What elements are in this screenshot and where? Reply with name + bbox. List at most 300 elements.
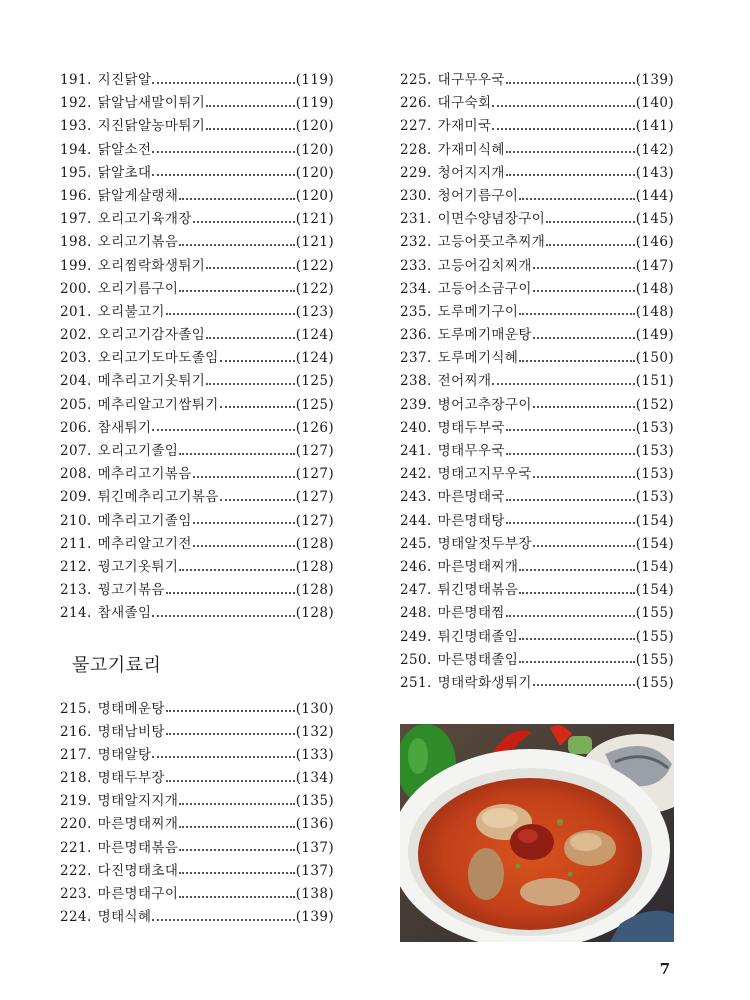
entry-number: 244.: [400, 512, 432, 529]
entry-page: (146): [635, 234, 674, 251]
entry-page: (121): [295, 234, 334, 251]
dot-leader: [179, 849, 294, 851]
entry-page: (155): [635, 674, 674, 691]
entry-page: (150): [635, 350, 674, 367]
toc-entry: [60, 254, 334, 277]
toc-entry: [400, 625, 674, 648]
dot-leader: [506, 615, 635, 617]
toc-entry: [60, 720, 334, 743]
entry-page: (144): [635, 187, 674, 204]
entry-title: 닭알초대: [97, 164, 152, 181]
entry-number: 230.: [400, 187, 432, 204]
entry-title: 명태알지지개: [97, 793, 179, 810]
dot-leader: [519, 360, 634, 362]
entry-page: (120): [295, 164, 334, 181]
entry-title: 메추리고기볶음: [97, 466, 192, 483]
toc-entry: [60, 859, 334, 882]
dot-leader: [533, 406, 635, 408]
toc-entry: [60, 138, 334, 161]
entry-number: 239.: [400, 396, 432, 413]
toc-entry: [400, 277, 674, 300]
dot-leader: [220, 406, 295, 408]
entry-number: 192.: [60, 95, 92, 112]
entry-number: 191.: [60, 72, 92, 88]
toc-entry: [400, 578, 674, 601]
entry-page: (119): [295, 72, 334, 88]
entry-page: (140): [635, 95, 674, 112]
entry-page: (148): [635, 303, 674, 320]
entry-page: (143): [635, 164, 674, 181]
entry-number: 201.: [60, 303, 92, 320]
entry-page: (154): [635, 558, 674, 575]
entry-number: 223.: [60, 886, 92, 902]
entry-number: 211.: [60, 535, 92, 552]
entry-number: 193.: [60, 118, 92, 135]
entry-page: (128): [295, 605, 334, 622]
entry-number: 248.: [400, 605, 432, 622]
entry-title: 청어기름구이: [437, 187, 519, 204]
entry-title: 고등어풋고추찌개: [437, 234, 546, 251]
entry-number: 231.: [400, 211, 432, 228]
entry-title: 마른명태탕: [437, 512, 505, 529]
dot-leader: [152, 756, 294, 758]
section-heading: 물고기료리: [72, 654, 162, 676]
toc-list-right: [400, 68, 674, 694]
toc-list-bottom: [60, 697, 334, 929]
toc-entry: [60, 184, 334, 207]
entry-number: 238.: [400, 373, 432, 390]
entry-page: (149): [635, 327, 674, 344]
entry-title: 도루메기식혜: [437, 350, 519, 367]
dot-leader: [166, 733, 295, 735]
entry-number: 251.: [400, 674, 432, 691]
entry-title: 오리기름구이: [97, 280, 179, 297]
dot-leader: [179, 826, 294, 828]
dot-leader: [179, 872, 294, 874]
entry-page: (139): [295, 909, 334, 926]
entry-page: (154): [635, 512, 674, 529]
dot-leader: [220, 499, 295, 501]
toc-entry: [400, 485, 674, 508]
toc-entry: [60, 207, 334, 230]
dot-leader: [206, 267, 294, 269]
entry-page: (120): [295, 187, 334, 204]
toc-entry: [400, 207, 674, 230]
entry-number: 235.: [400, 303, 432, 320]
entry-page: (121): [295, 211, 334, 228]
entry-number: 245.: [400, 535, 432, 552]
entry-page: (124): [295, 350, 334, 367]
entry-title: 도루메기구이: [437, 303, 519, 320]
entry-number: 198.: [60, 234, 92, 251]
entry-page: (137): [295, 839, 334, 856]
dot-leader: [533, 267, 635, 269]
entry-title: 전어찌개: [437, 373, 492, 390]
entry-title: 가재미식혜: [437, 141, 505, 158]
toc-entry: [60, 277, 334, 300]
entry-title: 참새튀기: [97, 419, 152, 436]
entry-page: (138): [295, 886, 334, 902]
toc-entry: [60, 416, 334, 439]
entry-title: 지진닭알: [97, 72, 152, 88]
toc-entry: [400, 509, 674, 532]
toc-entry: [60, 812, 334, 835]
entry-title: 오리고기육개장: [97, 211, 192, 228]
toc-entry: [400, 416, 674, 439]
entry-number: 200.: [60, 280, 92, 297]
entry-number: 199.: [60, 257, 92, 274]
entry-page: (130): [295, 700, 334, 717]
entry-page: (120): [295, 141, 334, 158]
dot-leader: [506, 429, 635, 431]
dot-leader: [193, 476, 295, 478]
entry-title: 병어고추장구이: [437, 396, 532, 413]
entry-number: 224.: [60, 909, 92, 926]
entry-page: (147): [635, 257, 674, 274]
entry-page: (152): [635, 396, 674, 413]
entry-title: 참새졸임: [97, 605, 152, 622]
page-number: 7: [659, 960, 670, 978]
entry-page: (122): [295, 257, 334, 274]
entry-title: 메추리고기졸임: [97, 512, 192, 529]
entry-number: 228.: [400, 141, 432, 158]
entry-number: 237.: [400, 350, 432, 367]
toc-entry: [60, 485, 334, 508]
dot-leader: [152, 174, 294, 176]
entry-page: (154): [635, 582, 674, 599]
entry-page: (136): [295, 816, 334, 833]
toc-entry: [400, 555, 674, 578]
entry-number: 240.: [400, 419, 432, 436]
entry-title: 고등어김치찌개: [437, 257, 532, 274]
toc-list-top: [60, 68, 334, 625]
dot-leader: [519, 313, 634, 315]
dot-leader: [179, 803, 294, 805]
left-column: [60, 68, 334, 928]
dot-leader: [519, 592, 634, 594]
entry-title: 오리불고기: [97, 303, 165, 320]
dot-leader: [533, 290, 635, 292]
entry-title: 지진닭알농마튀기: [97, 118, 206, 135]
entry-title: 메추리고기옷튀기: [97, 373, 206, 390]
dot-leader: [152, 919, 294, 921]
entry-number: 218.: [60, 770, 92, 787]
toc-entry: [60, 462, 334, 485]
entry-title: 명태메운탕: [97, 700, 165, 717]
dot-leader: [166, 313, 295, 315]
dot-leader: [193, 522, 295, 524]
entry-number: 242.: [400, 466, 432, 483]
toc-entry: [60, 439, 334, 462]
toc-entry: [400, 671, 674, 694]
entry-page: (135): [295, 793, 334, 810]
entry-title: 꿩고기볶음: [97, 582, 165, 599]
dot-leader: [519, 198, 634, 200]
entry-number: 220.: [60, 816, 92, 833]
toc-entry: [60, 766, 334, 789]
entry-page: (155): [635, 605, 674, 622]
entry-number: 195.: [60, 164, 92, 181]
dot-leader: [506, 82, 635, 84]
entry-number: 232.: [400, 234, 432, 251]
entry-number: 202.: [60, 327, 92, 344]
entry-number: 196.: [60, 187, 92, 204]
entry-number: 249.: [400, 628, 432, 645]
entry-number: 204.: [60, 373, 92, 390]
entry-number: 208.: [60, 466, 92, 483]
toc-entry: [400, 300, 674, 323]
entry-title: 닭알남새말이튀기: [97, 95, 206, 112]
toc-entry: [60, 346, 334, 369]
entry-page: (124): [295, 327, 334, 344]
entry-title: 오리고기도마도졸임: [97, 350, 219, 367]
toc-entry: [400, 138, 674, 161]
entry-page: (137): [295, 862, 334, 879]
dot-leader: [179, 896, 294, 898]
entry-title: 튀긴메추리고기볶음: [97, 489, 219, 506]
entry-title: 꿩고기옷튀기: [97, 558, 179, 575]
toc-entry: [400, 230, 674, 253]
entry-title: 마른명태찌개: [437, 558, 519, 575]
entry-title: 고등어소금구이: [437, 280, 532, 297]
entry-title: 대구숙회: [437, 95, 492, 112]
entry-page: (128): [295, 535, 334, 552]
entry-title: 명태식혜: [97, 909, 152, 926]
entry-page: (120): [295, 118, 334, 135]
entry-page: (127): [295, 489, 334, 506]
entry-page: (151): [635, 373, 674, 390]
entry-number: 215.: [60, 700, 92, 717]
dot-leader: [166, 710, 295, 712]
dot-leader: [533, 337, 635, 339]
entry-page: (155): [635, 628, 674, 645]
entry-number: 197.: [60, 211, 92, 228]
entry-number: 221.: [60, 839, 92, 856]
entry-title: 마른명태볶음: [97, 839, 179, 856]
entry-page: (128): [295, 582, 334, 599]
entry-title: 메추리알고기전: [97, 535, 192, 552]
dot-leader: [179, 198, 294, 200]
fish-stew-photo: [400, 724, 674, 942]
dot-leader: [519, 569, 634, 571]
entry-title: 이면수양념장구이: [437, 211, 546, 228]
entry-page: (153): [635, 419, 674, 436]
toc-entry: [60, 161, 334, 184]
entry-page: (132): [295, 723, 334, 740]
dot-leader: [506, 453, 635, 455]
toc-entry: [60, 532, 334, 555]
toc-entry: [400, 462, 674, 485]
entry-page: (153): [635, 489, 674, 506]
dot-leader: [506, 522, 635, 524]
toc-entry: [60, 578, 334, 601]
entry-title: 명태남비탕: [97, 723, 165, 740]
entry-page: (139): [635, 72, 674, 88]
entry-title: 가재미국: [437, 118, 492, 135]
entry-number: 229.: [400, 164, 432, 181]
dot-leader: [519, 638, 634, 640]
entry-number: 205.: [60, 396, 92, 413]
dot-leader: [533, 684, 635, 686]
dot-leader: [193, 221, 295, 223]
entry-title: 명태무우국: [437, 443, 505, 459]
toc-entry: [400, 68, 674, 91]
entry-number: 219.: [60, 793, 92, 810]
entry-page: (153): [635, 466, 674, 483]
entry-number: 203.: [60, 350, 92, 367]
entry-page: (127): [295, 512, 334, 529]
entry-title: 마른명태구이: [97, 886, 179, 902]
entry-title: 오리고기감자졸임: [97, 327, 206, 344]
toc-entry: [400, 91, 674, 114]
toc-entry: [60, 230, 334, 253]
entry-page: (142): [635, 141, 674, 158]
entry-title: 마른명태찌개: [97, 816, 179, 833]
toc-entry: [400, 648, 674, 671]
toc-entry: [60, 905, 334, 928]
toc-entry: [400, 346, 674, 369]
toc-entry: [400, 601, 674, 624]
toc-entry: [400, 184, 674, 207]
entry-title: 튀긴명태졸임: [437, 628, 519, 645]
dot-leader: [546, 221, 634, 223]
entry-number: 210.: [60, 512, 92, 529]
entry-number: 217.: [60, 746, 92, 763]
dot-leader: [179, 453, 294, 455]
toc-entry: [60, 509, 334, 532]
entry-number: 222.: [60, 862, 92, 879]
entry-title: 명태알탕: [97, 746, 152, 763]
toc-entry: [60, 369, 334, 392]
dot-leader: [506, 499, 635, 501]
entry-title: 다진명태초대: [97, 862, 179, 879]
dot-leader: [492, 128, 634, 130]
dot-leader: [519, 661, 634, 663]
entry-title: 대구무우국: [437, 72, 505, 88]
entry-page: (153): [635, 443, 674, 459]
dot-leader: [166, 592, 295, 594]
toc-entry: [60, 68, 334, 91]
toc-entry: [60, 789, 334, 812]
entry-page: (154): [635, 535, 674, 552]
entry-number: 234.: [400, 280, 432, 297]
entry-title: 튀긴명태볶음: [437, 582, 519, 599]
dot-leader: [152, 429, 294, 431]
entry-title: 닭알게살랭채: [97, 187, 179, 204]
dot-leader: [152, 82, 294, 84]
entry-number: 241.: [400, 443, 432, 459]
entry-title: 명태두부국: [437, 419, 505, 436]
entry-number: 227.: [400, 118, 432, 135]
entry-page: (123): [295, 303, 334, 320]
entry-number: 243.: [400, 489, 432, 506]
entry-page: (126): [295, 419, 334, 436]
entry-title: 마른명태국: [437, 489, 505, 506]
toc-entry: [400, 161, 674, 184]
toc-entry: [60, 882, 334, 905]
toc-entry: [400, 532, 674, 555]
dot-leader: [492, 383, 634, 385]
entry-title: 오리고기볶음: [97, 234, 179, 251]
entry-number: 246.: [400, 558, 432, 575]
dot-leader: [546, 244, 634, 246]
dot-leader: [506, 151, 635, 153]
dot-leader: [206, 337, 294, 339]
dot-leader: [533, 476, 635, 478]
entry-number: 236.: [400, 327, 432, 344]
entry-page: (128): [295, 558, 334, 575]
entry-number: 194.: [60, 141, 92, 158]
entry-number: 213.: [60, 582, 92, 599]
entry-number: 247.: [400, 582, 432, 599]
toc-entry: [60, 300, 334, 323]
toc-entry: [400, 369, 674, 392]
entry-page: (148): [635, 280, 674, 297]
entry-number: 209.: [60, 489, 92, 506]
entry-page: (122): [295, 280, 334, 297]
right-column: [400, 68, 674, 694]
dot-leader: [179, 569, 294, 571]
dot-leader: [492, 105, 634, 107]
entry-page: (127): [295, 466, 334, 483]
toc-entry: [60, 697, 334, 720]
dot-leader: [166, 780, 295, 782]
entry-title: 명태알젓두부장: [437, 535, 532, 552]
toc-entry: [60, 743, 334, 766]
entry-title: 마른명태졸임: [437, 651, 519, 668]
dot-leader: [506, 174, 635, 176]
fish-stew-illustration: [400, 724, 674, 942]
toc-entry: [60, 836, 334, 859]
entry-number: 212.: [60, 558, 92, 575]
entry-title: 마른명태찜: [437, 605, 505, 622]
toc-entry: [60, 393, 334, 416]
entry-title: 명태고지무우국: [437, 466, 532, 483]
entry-number: 250.: [400, 651, 432, 668]
entry-number: 207.: [60, 443, 92, 459]
entry-page: (127): [295, 443, 334, 459]
entry-title: 오리고기졸임: [97, 443, 179, 459]
dot-leader: [152, 151, 294, 153]
toc-entry: [60, 114, 334, 137]
entry-number: 206.: [60, 419, 92, 436]
entry-title: 도루메기매운탕: [437, 327, 532, 344]
entry-title: 오리찜락화생튀기: [97, 257, 206, 274]
entry-number: 233.: [400, 257, 432, 274]
toc-entry: [400, 323, 674, 346]
entry-page: (125): [295, 373, 334, 390]
dot-leader: [220, 360, 295, 362]
toc-entry: [400, 393, 674, 416]
entry-number: 225.: [400, 72, 432, 88]
dot-leader: [179, 290, 294, 292]
toc-entry: [400, 254, 674, 277]
entry-page: (145): [635, 211, 674, 228]
entry-number: 214.: [60, 605, 92, 622]
dot-leader: [193, 545, 295, 547]
entry-title: 명태락화생튀기: [437, 674, 532, 691]
dot-leader: [206, 105, 294, 107]
entry-title: 청어지지개: [437, 164, 505, 181]
dot-leader: [206, 128, 294, 130]
entry-page: (133): [295, 746, 334, 763]
toc-entry: [60, 91, 334, 114]
entry-title: 메추리알고기쌈튀기: [97, 396, 219, 413]
entry-page: (134): [295, 770, 334, 787]
toc-entry: [60, 323, 334, 346]
toc-entry: [400, 439, 674, 462]
entry-page: (125): [295, 396, 334, 413]
